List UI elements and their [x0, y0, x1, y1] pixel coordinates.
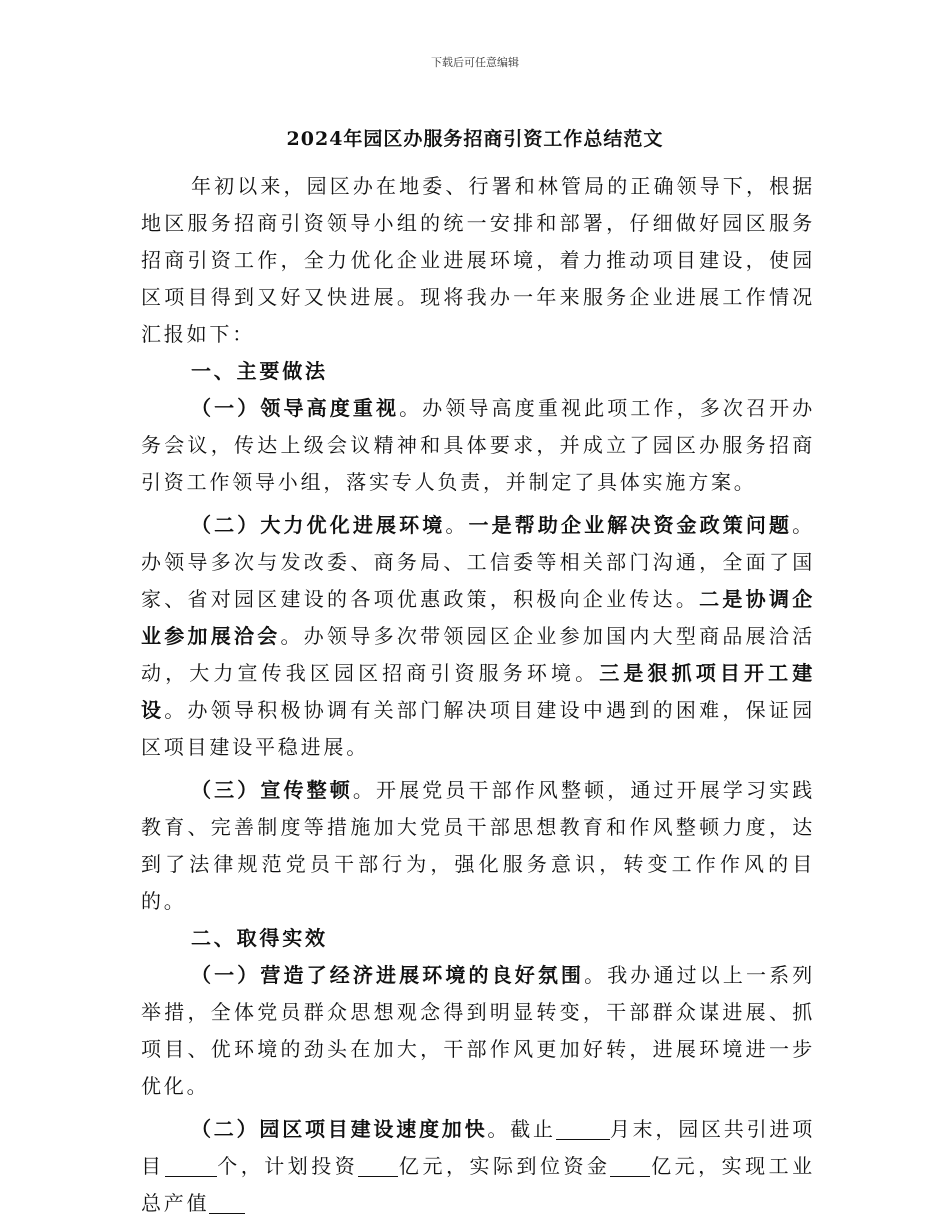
paragraph-2-text-1: 。办领导多次与发改委、商务局、工信委等相关部门沟通，全面了国家、省对园区建设的各项优惠政策，积极向企业传达。	[141, 513, 815, 611]
page-header: 下载后可任意编辑	[431, 56, 519, 69]
paragraph-2-text-3: 。办领导积极协调有关部门解决项目建设中遇到的困难，保证园区项目建设平稳进展。	[141, 698, 815, 759]
document-title: 2024年园区办服务招商引资工作总结范文	[286, 128, 664, 150]
intro-paragraph: 年初以来，园区办在地委、行署和林管局的正确领导下，根据地区服务招商引资领导小组的统一安排和部署，仔细做好园区服务招商引资工作，全力优化企业进展环境，着力推动项目建设，使园区项目得到又好又快进展。现将我办一年来服务企业进展工作情况汇报如下：	[141, 174, 815, 346]
paragraph-3-text: 。开展党员干部作风整顿，通过开展学习实践教育、完善制度等措施加大党员干部思想教育和作风整顿力度，达到了法律规范党员干部行为，强化服务意识，转变工作作风的目的。	[141, 778, 815, 913]
paragraph-2-text-2: 。办领导多次带领园区企业参加国内大型商品展洽活动，大力宣传我区园区招商引资服务环境。	[141, 624, 815, 685]
fill-blank-investment	[358, 1156, 398, 1177]
paragraph-5	[141, 1111, 815, 1222]
paragraph-5-text-3: 个，计划投资	[216, 1154, 359, 1178]
paragraph-1-text: 。办领导高度重视此项工作，多次召开办务会议，传达上级会议精神和具体要求，并成立了园区办服务招商引资工作领导小组，落实专人负责，并制定了具体实施方案。	[141, 396, 815, 494]
paragraph-3	[141, 772, 815, 920]
paragraph-5-heading: （二）园区项目建设速度加快	[191, 1117, 488, 1141]
paragraph-2-point-3: 三是狠抓项目开工建设	[141, 661, 815, 722]
paragraph-5-text-5: 亿元，实现工业总产值	[141, 1154, 815, 1215]
paragraph-4	[141, 957, 815, 1105]
paragraph-2-point-1: 一是帮助企业解决资金政策问题	[468, 513, 793, 537]
paragraph-2-heading: （二）大力优化进展环境	[191, 513, 446, 537]
paragraph-1-heading: （一）领导高度重视	[191, 396, 400, 420]
fill-blank-funds	[610, 1156, 650, 1177]
paragraph-2	[141, 507, 815, 766]
fill-blank-projects	[165, 1156, 217, 1177]
paragraph-1	[141, 390, 815, 501]
section-heading-2: 二、取得实效	[191, 926, 328, 950]
paragraph-5-text-4: 亿元，实际到位资金	[398, 1154, 611, 1178]
section-heading-1: 一、主要做法	[191, 359, 328, 383]
paragraph-4-heading: （一）营造了经济进展环境的良好氛围	[191, 963, 585, 987]
fill-blank-output	[209, 1193, 245, 1214]
paragraph-5-text-2: 月末，园区共引进项目	[141, 1117, 816, 1178]
paragraph-5-text-1: 。截止	[487, 1117, 556, 1141]
paragraph-2-sep: 。	[445, 513, 469, 537]
document-body	[141, 168, 815, 1222]
fill-blank-month	[556, 1119, 610, 1140]
paragraph-4-text: 。我办通过以上一系列举措，全体党员群众思想观念得到明显转变，干部群众谋进展、抓项目、优环境的劲头在加大，干部作风更加好转，进展环境进一步优化。	[141, 963, 815, 1098]
paragraph-2-point-2: 二是协调企业参加展洽会	[141, 587, 815, 648]
paragraph-3-heading: （三）宣传整顿	[191, 778, 353, 802]
